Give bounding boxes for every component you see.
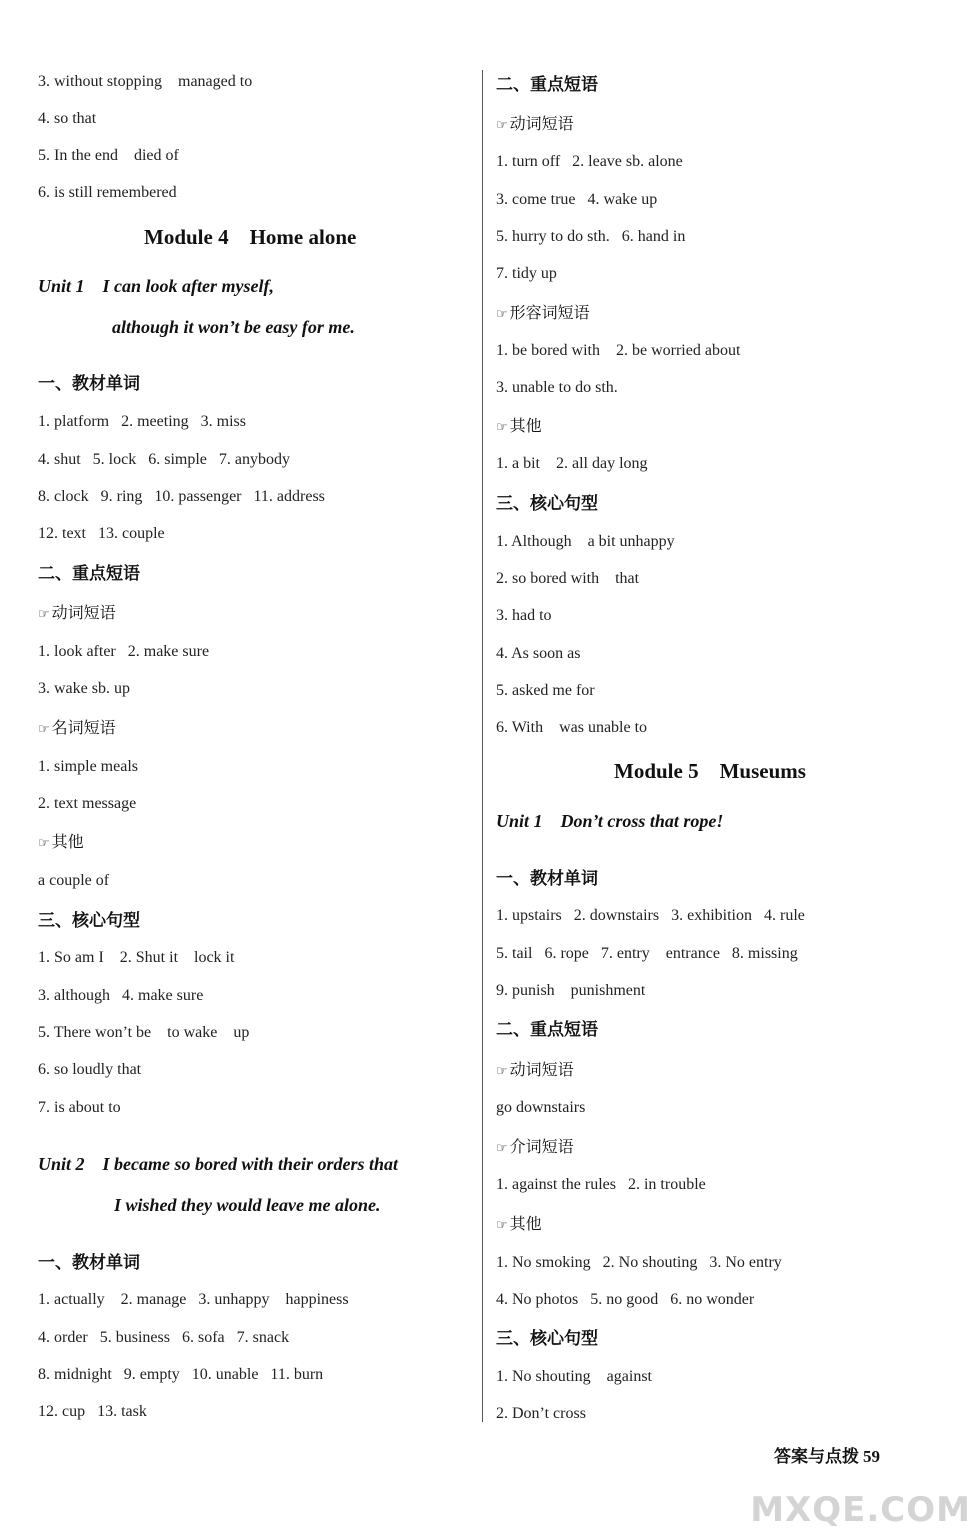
answer-line: 1. be bored with 2. be worried about	[496, 342, 741, 359]
answer-line: 3. come true 4. wake up	[496, 191, 658, 208]
section-heading: 一、教材单词	[38, 1253, 140, 1273]
section-heading: 三、核心句型	[496, 494, 598, 514]
answer-line: 1. platform 2. meeting 3. miss	[38, 413, 246, 430]
subsection-heading: ☞ 其他	[496, 1214, 542, 1233]
answer-line: 1. simple meals	[38, 758, 138, 775]
subsection-heading: ☞ 介词短语	[496, 1137, 574, 1156]
section-heading: 二、重点短语	[496, 75, 598, 95]
answer-line: 12. cup 13. task	[38, 1403, 147, 1420]
subsection-heading: ☞ 其他	[38, 832, 84, 851]
answer-line: 3. without stopping managed to	[38, 73, 253, 90]
pointing-hand-icon: ☞	[496, 307, 508, 322]
answer-line: 3. although 4. make sure	[38, 987, 204, 1004]
watermark: MXQE.COM	[750, 1490, 971, 1530]
subsection-heading: ☞ 名词短语	[38, 718, 116, 737]
answer-line: 1. No smoking 2. No shouting 3. No entry	[496, 1254, 782, 1271]
answer-line: 7. tidy up	[496, 265, 557, 282]
subsection-heading: ☞ 形容词短语	[496, 303, 590, 322]
pointing-hand-icon: ☞	[496, 420, 508, 435]
subsection-heading: ☞ 动词短语	[496, 114, 574, 133]
section-heading: 三、核心句型	[496, 1329, 598, 1349]
answer-line: 5. asked me for	[496, 682, 595, 699]
pointing-hand-icon: ☞	[38, 607, 50, 622]
answer-line: 1. actually 2. manage 3. unhappy happiness	[38, 1291, 349, 1308]
answer-line: 3. had to	[496, 607, 552, 624]
pointing-hand-icon: ☞	[38, 722, 50, 737]
answer-line: 5. In the end died of	[38, 147, 179, 164]
module-4-title: Module 4 Home alone	[144, 225, 357, 249]
subsection-heading: ☞ 动词短语	[38, 603, 116, 622]
answer-line: 2. so bored with that	[496, 570, 640, 587]
answer-line: 4. order 5. business 6. sofa 7. snack	[38, 1329, 290, 1346]
section-heading: 二、重点短语	[38, 564, 140, 584]
pointing-hand-icon: ☞	[496, 1064, 508, 1079]
pointing-hand-icon: ☞	[496, 118, 508, 133]
subsection-heading: ☞ 其他	[496, 416, 542, 435]
unit-1-title: Unit 1 Don’t cross that rope!	[496, 811, 724, 831]
page-number: 59	[863, 1447, 880, 1466]
answer-line: 2. Don’t cross	[496, 1405, 586, 1422]
answer-line: 1. a bit 2. all day long	[496, 455, 648, 472]
answer-line: 1. Although a bit unhappy	[496, 533, 675, 550]
page-footer	[774, 1442, 880, 1467]
answer-line: 9. punish punishment	[496, 982, 646, 999]
answer-line: 1. So am I 2. Shut it lock it	[38, 949, 235, 966]
answer-line: 4. No photos 5. no good 6. no wonder	[496, 1291, 755, 1308]
answer-line: 8. clock 9. ring 10. passenger 11. address	[38, 488, 325, 505]
answer-line: 4. As soon as	[496, 645, 581, 662]
section-heading: 二、重点短语	[496, 1020, 598, 1040]
answer-line: 8. midnight 9. empty 10. unable 11. burn	[38, 1366, 324, 1383]
unit-1-title-line1: Unit 1 I can look after myself,	[38, 276, 274, 296]
subsection-heading: ☞ 动词短语	[496, 1060, 574, 1079]
answer-line: 5. hurry to do sth. 6. hand in	[496, 228, 686, 245]
answer-line: 5. There won’t be to wake up	[38, 1024, 250, 1041]
pointing-hand-icon: ☞	[496, 1141, 508, 1156]
answer-line: 3. wake sb. up	[38, 680, 130, 697]
section-heading: 一、教材单词	[38, 374, 140, 394]
answer-line: 6. With was unable to	[496, 719, 648, 736]
answer-line: 2. text message	[38, 795, 137, 812]
answer-line: a couple of	[38, 872, 110, 889]
unit-2-title-line1: Unit 2 I became so bored with their orders that	[38, 1154, 399, 1174]
column-divider	[482, 70, 483, 1422]
unit-1-title-line2: although it won’t be easy for me.	[112, 317, 355, 337]
answer-line: 1. look after 2. make sure	[38, 643, 210, 660]
answer-line: go downstairs	[496, 1099, 586, 1116]
pointing-hand-icon: ☞	[38, 836, 50, 851]
unit-2-title-line2: I wished they would leave me alone.	[114, 1195, 381, 1215]
module-5-title: Module 5 Museums	[614, 759, 806, 783]
answer-line: 7. is about to	[38, 1099, 121, 1116]
section-heading: 三、核心句型	[38, 911, 140, 931]
answer-line: 1. turn off 2. leave sb. alone	[496, 153, 683, 170]
footer-label: 答案与点拨	[774, 1447, 859, 1467]
answer-line: 6. so loudly that	[38, 1061, 142, 1078]
answer-line: 4. so that	[38, 110, 97, 127]
answer-line: 5. tail 6. rope 7. entry entrance 8. missing	[496, 945, 798, 962]
answer-line: 1. against the rules 2. in trouble	[496, 1176, 706, 1193]
answer-line: 3. unable to do sth.	[496, 379, 618, 396]
answer-line: 4. shut 5. lock 6. simple 7. anybody	[38, 451, 290, 468]
answer-line: 12. text 13. couple	[38, 525, 165, 542]
answer-line: 1. upstairs 2. downstairs 3. exhibition 4. rule	[496, 907, 805, 924]
section-heading: 一、教材单词	[496, 869, 598, 889]
answer-line: 1. No shouting against	[496, 1368, 652, 1385]
pointing-hand-icon: ☞	[496, 1218, 508, 1233]
answer-line: 6. is still remembered	[38, 184, 177, 201]
